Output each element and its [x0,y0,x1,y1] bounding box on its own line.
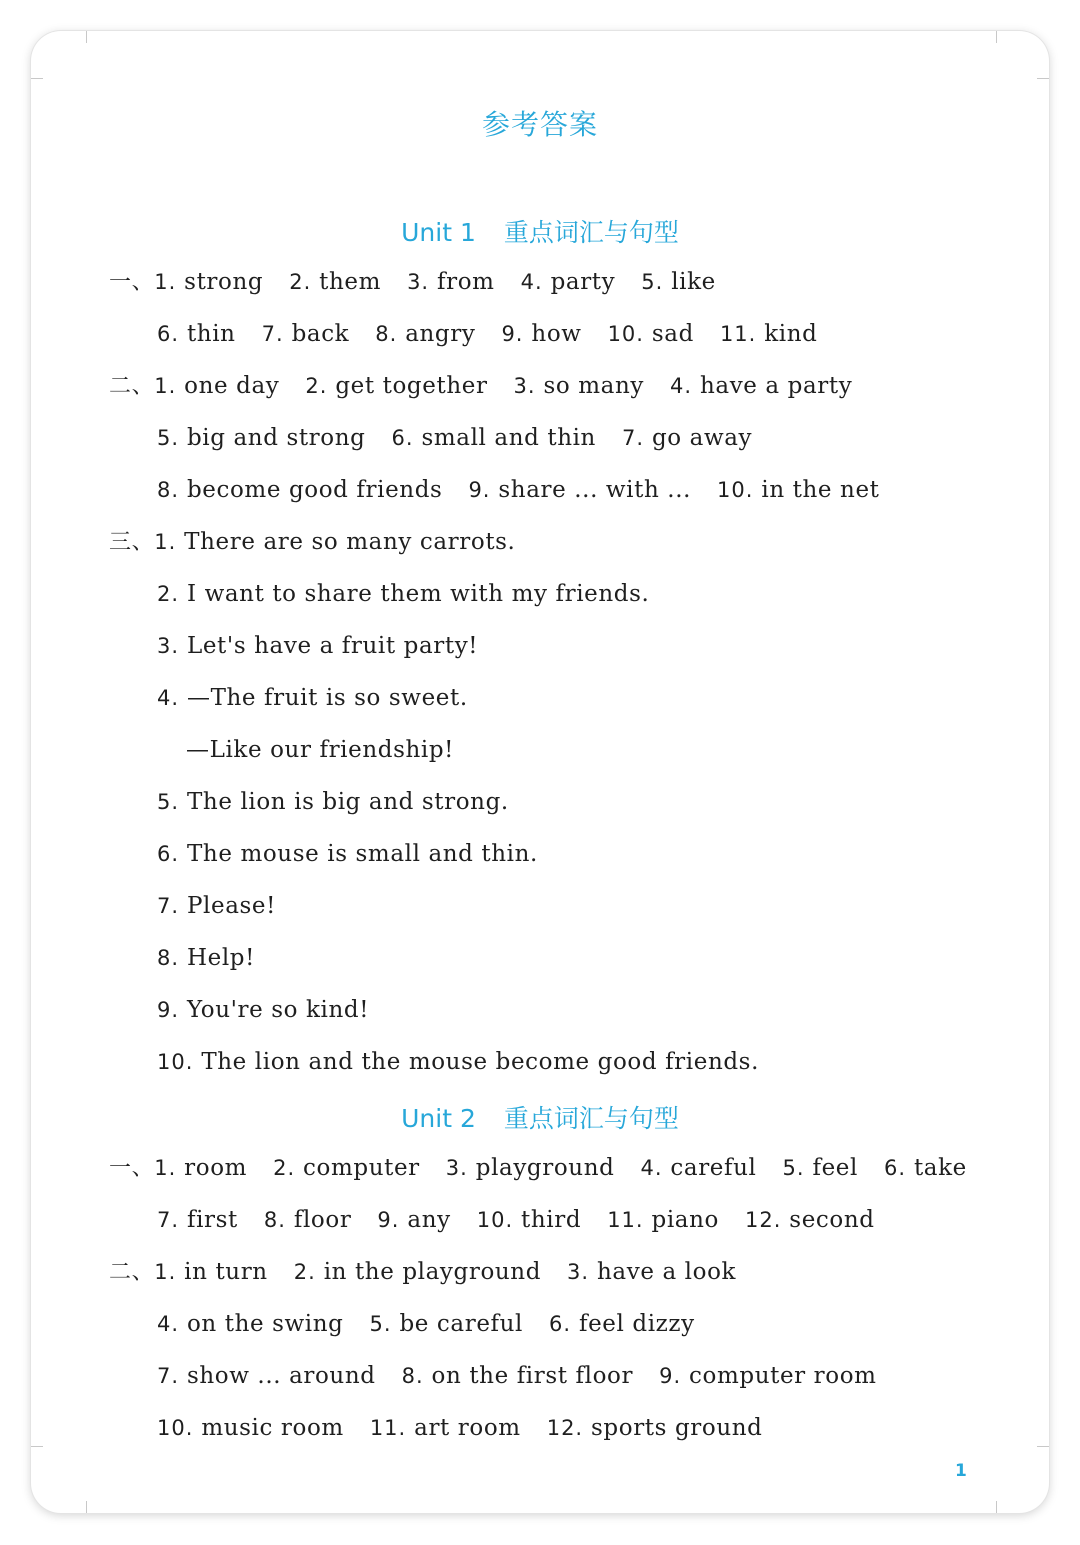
section-marker: 二、 [109,374,155,399]
item-number: 6. [883,1156,907,1180]
answer-item [305,373,487,399]
answer-item [157,425,365,451]
item-number: 4. [157,686,180,710]
answer-text: feel [812,1155,858,1181]
answer-text: in turn [184,1259,268,1285]
item-number: 3. [567,1260,590,1284]
answer-item [157,321,236,347]
crop-mark [86,1501,87,1513]
item-number: 11. [607,1208,644,1232]
answer-line [157,630,504,662]
answer-item [157,685,468,711]
answer-line [157,942,281,974]
item-number: 2. [289,270,312,294]
answer-line [157,890,302,922]
item-number: 6. [157,322,180,346]
item-number: 6. [157,842,180,866]
item-number: 12. [744,1208,782,1232]
answer-item [154,1259,268,1285]
answer-line [157,1046,785,1078]
answer-text: art room [414,1415,521,1441]
answer-item [641,269,716,295]
answer-item [608,321,694,347]
answer-item [157,997,369,1023]
unit-heading-text: 重点词汇与句型 [503,1104,679,1133]
crop-mark [86,31,87,43]
answer-line [157,1204,901,1236]
answer-line [157,1360,903,1392]
answer-item [514,373,644,399]
item-number: 11. [369,1416,407,1440]
item-number: 1. [154,1260,177,1284]
item-number: 6. [549,1312,572,1336]
page-number: 1 [955,1461,967,1481]
answer-item [659,1363,877,1389]
item-number: 10. [157,1050,194,1074]
answer-item [607,1207,719,1233]
answer-text: Help! [186,945,255,971]
answer-text: The lion is big and strong. [186,789,509,815]
item-number: 7. [157,894,180,918]
answer-item [157,633,478,659]
crop-mark [1037,1446,1049,1447]
unit-label: Unit 2 [401,1104,476,1133]
item-number: 4. [157,1312,180,1336]
answer-text: playground [475,1155,615,1181]
answer-line [157,318,844,350]
item-number: 9. [468,478,491,502]
answer-item [157,1363,376,1389]
unit-heading [0,213,1080,249]
answer-item [468,477,691,503]
answer-text: You're so kind! [186,997,370,1023]
unit-heading [0,1099,1080,1135]
answer-line [157,786,535,818]
answer-text: floor [293,1207,352,1233]
answer-text: one day [184,373,280,399]
answer-text: them [319,269,382,295]
answer-text: room [184,1155,248,1181]
item-number: 7. [261,322,284,346]
answer-text: back [291,321,350,347]
answer-text: like [671,269,716,295]
item-number: 6. [391,426,414,450]
answer-item [157,945,255,971]
item-number: 5. [782,1156,805,1180]
answer-text: angry [405,321,476,347]
item-number: 9. [501,322,524,346]
answer-text: get together [335,373,488,399]
answer-text: sad [651,321,694,347]
answer-item [157,1415,344,1441]
answer-text: in the net [761,477,880,503]
crop-mark [1037,78,1049,79]
answer-text: have a party [699,373,853,399]
answer-item [670,373,852,399]
item-number: 5. [157,426,180,450]
item-number: 1. [154,270,177,294]
answer-text: party [550,269,616,295]
answer-text: careful [670,1155,757,1181]
answer-item [377,1207,450,1233]
answer-text: big and strong [186,425,366,451]
answer-line [109,1256,762,1288]
answer-item [407,269,495,295]
item-number: 8. [157,946,180,970]
answer-item [157,789,509,815]
item-number: 3. [513,374,536,398]
item-number: 7. [157,1364,180,1388]
answer-line [109,370,878,402]
answer-item [622,425,752,451]
answer-text: second [789,1207,875,1233]
page-title: 参考答案 [481,108,598,141]
item-number: 2. [273,1156,296,1180]
answer-text: be careful [399,1311,524,1337]
item-number: 1. [154,530,177,554]
answer-item [884,1155,967,1181]
answer-text: music room [201,1415,344,1441]
answer-line [157,682,494,714]
unit-heading-text: 重点词汇与句型 [503,218,679,247]
answer-text: have a look [597,1259,737,1285]
answer-item [157,893,276,919]
answer-line [186,734,480,766]
answer-text: first [186,1207,238,1233]
item-number: 3. [157,634,180,658]
answer-item [745,1207,875,1233]
answer-item [154,529,515,555]
item-number: 4. [670,374,693,398]
section-marker: 一、 [109,1156,155,1181]
answer-line [109,526,541,558]
answer-text: thin [186,321,236,347]
answer-item [547,1415,763,1441]
item-number: 4. [640,1156,663,1180]
answer-line [157,422,778,454]
item-number: 7. [157,1208,180,1232]
answer-line [109,266,742,298]
answer-item [567,1259,736,1285]
answer-text: share ... with ... [498,477,692,503]
answer-item [154,1155,247,1181]
answer-item [157,1049,759,1075]
answer-text: feel dizzy [578,1311,695,1337]
answer-item [446,1155,615,1181]
item-number: 9. [157,998,180,1022]
answer-item [264,1207,352,1233]
item-number: 4. [520,270,543,294]
crop-mark [996,31,997,43]
answer-text: sports ground [591,1415,763,1441]
answer-item [370,1415,521,1441]
answer-text: from [437,269,495,295]
answer-item [370,1311,524,1337]
answer-text: on the swing [186,1311,344,1337]
answer-text: There are so many carrots. [184,529,516,555]
answer-text: piano [651,1207,719,1233]
answer-page [31,31,1049,1513]
item-number: 8. [157,478,180,502]
answer-item [154,269,263,295]
item-number: 8. [263,1208,286,1232]
item-number: 2. [293,1260,316,1284]
item-number: 2. [305,374,328,398]
answer-item [477,1207,581,1233]
answer-item [640,1155,756,1181]
answer-item [157,477,442,503]
answer-item [157,1311,344,1337]
answer-text: become good friends [186,477,443,503]
answer-line [157,994,395,1026]
item-number: 1. [154,1156,177,1180]
answer-text: small and thin [421,425,596,451]
answer-item [402,1363,634,1389]
answer-item [289,269,381,295]
answer-text: in the playground [323,1259,542,1285]
answer-item [154,373,279,399]
answer-item [294,1259,541,1285]
answer-line [157,474,906,506]
answer-item [273,1155,420,1181]
answer-item [501,321,581,347]
answer-text: go away [651,425,753,451]
item-number: 2. [157,582,180,606]
answer-text: strong [184,269,264,295]
answer-item [262,321,350,347]
answer-item [720,321,818,347]
item-number: 12. [546,1416,584,1440]
item-number: 5. [369,1312,392,1336]
item-number: 10. [717,478,754,502]
answer-item [717,477,879,503]
answer-text: The lion and the mouse become good friends. [201,1049,759,1075]
answer-text: any [407,1207,451,1233]
answer-text: —Like our friendship! [186,737,455,763]
item-number: 10. [157,1416,194,1440]
answer-text: show ... around [186,1363,376,1389]
answer-text: computer room [689,1363,877,1389]
unit-label: Unit 1 [401,218,476,247]
item-number: 5. [157,790,180,814]
item-number: 9. [659,1364,682,1388]
answer-item [157,841,538,867]
answer-item [521,269,616,295]
answer-text: on the first floor [431,1363,634,1389]
answer-text: so many [543,373,645,399]
answer-item [157,581,649,607]
answer-text: computer [303,1155,420,1181]
section-marker: 一、 [109,270,155,295]
answer-text: kind [764,321,818,347]
crop-mark [996,1501,997,1513]
answer-item [375,321,475,347]
item-number: 8. [401,1364,424,1388]
answer-text: take [913,1155,967,1181]
answer-text: Let's have a fruit party! [186,633,479,659]
answer-line [109,1152,993,1184]
item-number: 10. [607,322,644,346]
answer-text: —The fruit is so sweet. [186,685,468,711]
section-marker: 三、 [109,530,155,555]
answer-text: how [531,321,582,347]
item-number: 7. [621,426,645,450]
item-number: 9. [377,1208,400,1232]
answer-line [157,1308,721,1340]
answer-text: third [521,1207,582,1233]
item-number: 8. [375,322,398,346]
answer-text: Please! [186,893,276,919]
answer-item [783,1155,858,1181]
answer-item [549,1311,695,1337]
item-number: 10. [476,1208,514,1232]
answer-line [157,838,564,870]
item-number: 1. [154,374,177,398]
item-number: 11. [719,322,757,346]
answer-text: The mouse is small and thin. [186,841,538,867]
item-number: 3. [445,1156,468,1180]
answer-item [186,737,454,763]
answer-item [157,1207,238,1233]
answer-item [391,425,596,451]
item-number: 5. [641,270,664,294]
crop-mark [31,1446,43,1447]
item-number: 3. [407,270,430,294]
answer-line [157,578,675,610]
section-marker: 二、 [109,1260,155,1285]
answer-line [157,1412,788,1444]
crop-mark [31,78,43,79]
answer-text: I want to share them with my friends. [186,581,650,607]
